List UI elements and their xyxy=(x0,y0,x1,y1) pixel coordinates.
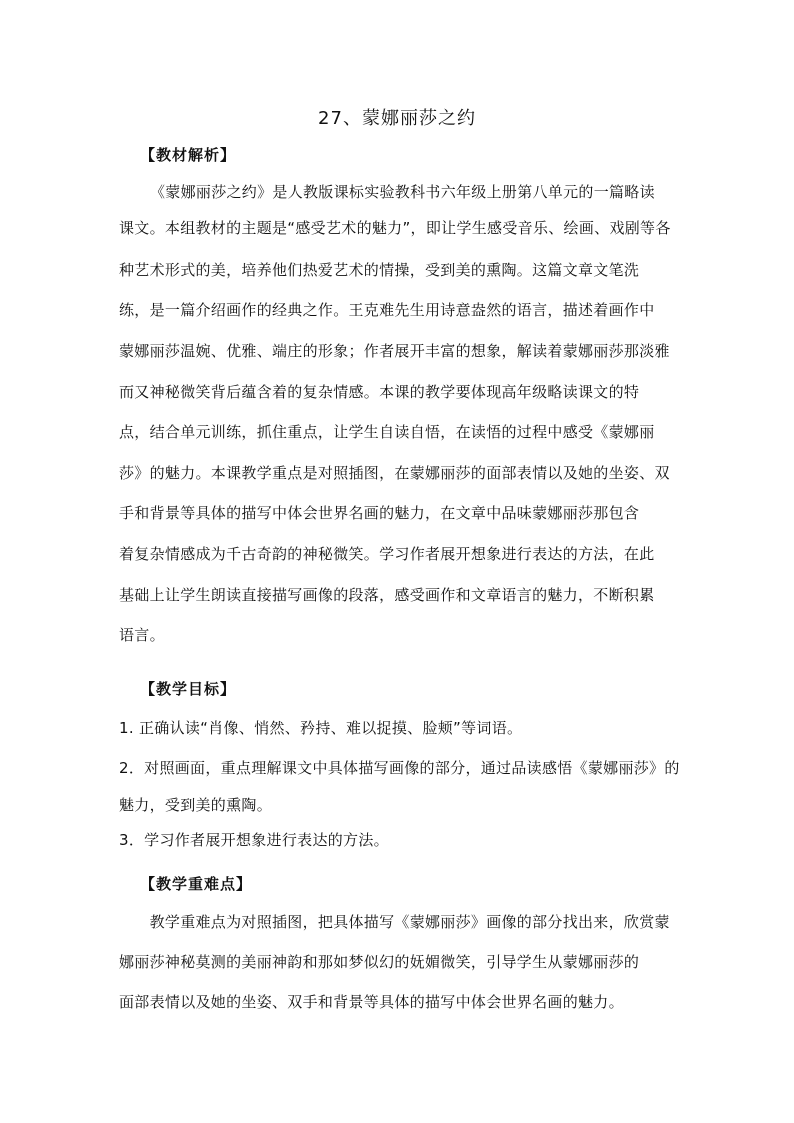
paragraph-line: 面部表情以及她的坐姿、双手和背景等具体的描写中体会世界名画的魅力。 xyxy=(119,993,624,1011)
goal-item: 魅力，受到美的熏陶。 xyxy=(119,796,273,814)
paragraph-line: 而又神秘微笑背后蕴含着的复杂情感。本课的教学要体现高年级略读课文的特 xyxy=(119,383,640,401)
goal-item: 3．学习作者展开想象进行表达的方法。 xyxy=(119,831,389,849)
document-title: 27、蒙娜丽莎之约 xyxy=(318,108,476,129)
paragraph-line: 课文。本组教材的主题是“感受艺术的魅力”，即让学生感受音乐、绘画、戏剧等各 xyxy=(119,219,671,237)
paragraph-line: 点，结合单元训练，抓住重点，让学生自读自悟，在读悟的过程中感受《蒙娜丽 xyxy=(119,423,655,441)
paragraph-line: 蒙娜丽莎温婉、优雅、端庄的形象；作者展开丰富的想象，解读着蒙娜丽莎那淡雅 xyxy=(119,342,670,360)
section-heading-goals: 【教学目标】 xyxy=(140,680,237,698)
paragraph-line: 种艺术形式的美，培养他们热爱艺术的情操，受到美的熏陶。这篇文章文笔洗 xyxy=(119,261,640,279)
paragraph-line: 莎》的魅力。本课教学重点是对照插图，在蒙娜丽莎的面部表情以及她的坐姿、双 xyxy=(119,464,670,482)
paragraph-line: 着复杂情感成为千古奇韵的神秘微笑。学习作者展开想象进行表达的方法，在此 xyxy=(119,545,655,563)
paragraph-line: 娜丽莎神秘莫测的美丽神韵和那如梦似幻的妩媚微笑，引导学生从蒙娜丽莎的 xyxy=(119,953,640,971)
paragraph-line: 《蒙娜丽莎之约》是人教版课标实验教科书六年级上册第八单元的一篇略读 xyxy=(150,183,655,201)
goal-item: 1. 正确认读“肖像、悄然、矜持、难以捉摸、脸颊”等词语。 xyxy=(119,719,523,737)
paragraph-line: 语言。 xyxy=(119,626,165,644)
section-heading-key-points: 【教学重难点】 xyxy=(140,875,253,893)
goal-item: 2．对照画面，重点理解课文中具体描写画像的部分，通过品读感悟《蒙娜丽莎》的 xyxy=(119,759,680,777)
paragraph-line: 练，是一篇介绍画作的经典之作。王克难先生用诗意盎然的语言，描述着画作中 xyxy=(119,301,655,319)
paragraph-line: 教学重难点为对照插图，把具体描写《蒙娜丽莎》画像的部分找出来，欣赏蒙 xyxy=(119,913,670,931)
section-heading-analysis: 【教材解析】 xyxy=(140,146,237,164)
paragraph-line: 手和背景等具体的描写中体会世界名画的魅力，在文章中品味蒙娜丽莎那包含 xyxy=(119,504,640,522)
paragraph-line: 基础上让学生朗读直接描写画像的段落，感受画作和文章语言的魅力，不断积累 xyxy=(119,586,655,604)
